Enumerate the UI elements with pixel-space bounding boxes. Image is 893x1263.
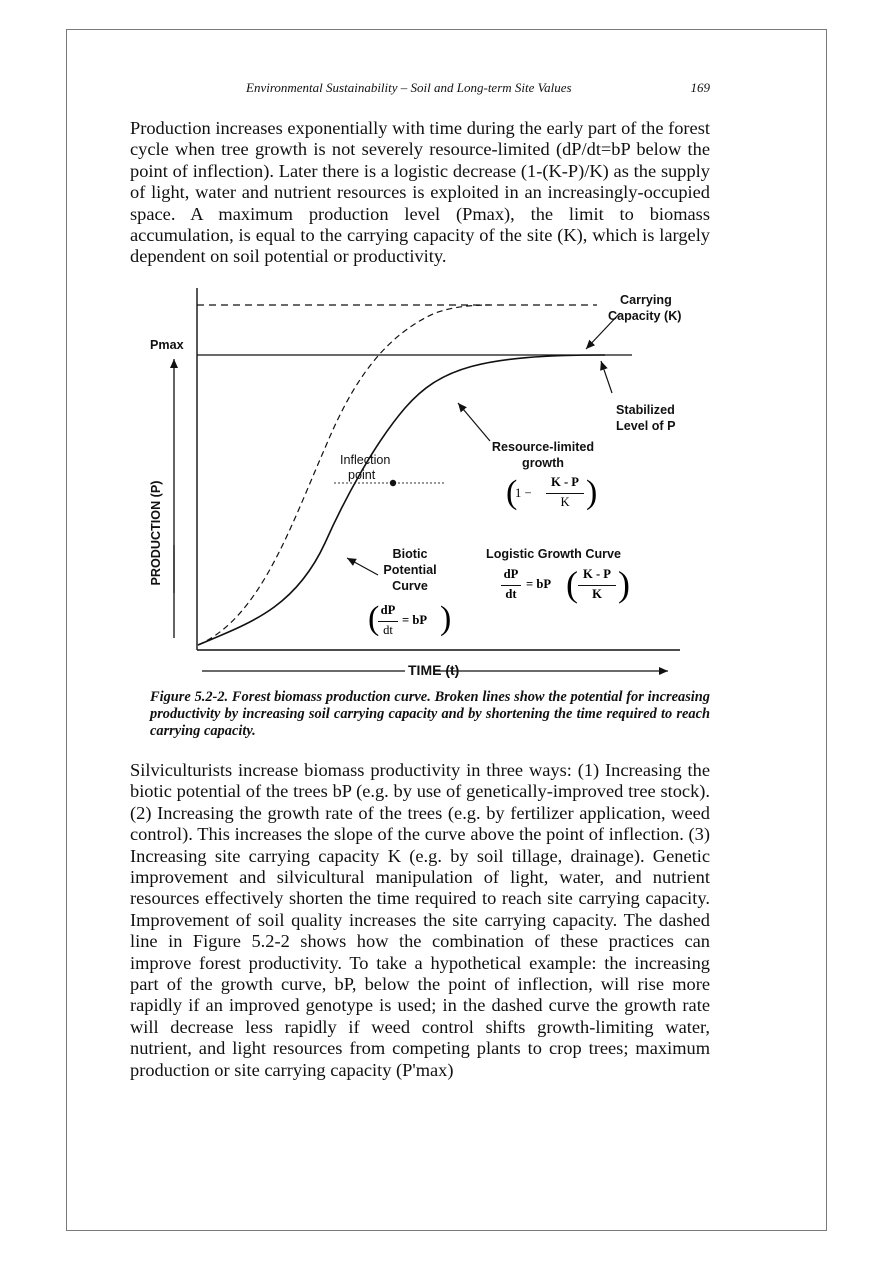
biotic-equation: ( dP dt = bP ) [368, 600, 452, 637]
logistic-eq-den: K [592, 587, 602, 601]
production-curve-figure [150, 283, 710, 685]
y-axis-label: PRODUCTION (P) [149, 480, 163, 586]
biotic-label-3: Curve [392, 579, 428, 593]
figure-caption: Figure 5.2-2. Forest biomass production curve. Broken lines show the potential for increasing productivity by increasing soil carrying capacity and by shortening the time required to reach carrying capacity. [150, 689, 710, 739]
biotic-arrow [347, 558, 378, 575]
resource-limited-label-2: growth [522, 456, 564, 470]
x-axis-label: TIME (t) [408, 662, 460, 678]
logistic-equation: dP dt = bP ( K - P K ) [500, 565, 630, 611]
stabilized-arrow [601, 361, 612, 393]
dashed-improved-curve [198, 305, 490, 645]
biotic-eq-den: dt [383, 623, 393, 637]
carrying-capacity-label-2: Capacity (K) [608, 309, 682, 323]
logistic-eq-lhs-den: dt [505, 587, 517, 601]
biotic-label-1: Biotic [392, 547, 428, 561]
stabilized-label-2: Level of P [616, 419, 676, 433]
paragraph-silviculture: Silviculturists increase biomass productivity in three ways: (1) Increasing the biotic potential of the trees bP (e.g. by use of genetically-improved tree stock). (2) Increasing the growth rate of the trees (e.g. by fertilizer application, weed control). This increases the slope of the curve above the point of inflection. (3) Increasing site carrying capacity K (e.g. by soil tillage, drainage). Genetic improvement and silvicultural manipulation of light, water, and nutrient resources effectively shorten the time required to reach site carrying capacity. Improvement of soil quality increases the site carrying capacity. The dashed line in Figure 5.2-2 shows how the combination of these practices can improve forest productivity. To take a hypothetical example: the increasing part of the growth curve, bP, below the point of inflection, will rise more rapidly if an improved genotype is used; in the dashed curve the growth rate will decrease less rapidly if weed control shifts growth-limiting water, nutrient, and light resources from competing plants to crop trees; maximum production or site carrying capacity (P'max) [130, 760, 710, 1080]
resource-limited-arrow [458, 403, 490, 441]
paragraph-intro: Production increases exponentially with time during the early part of the forest cycle when tree growth is not severely resource-limited (dP/dt=bP below the point of inflection). Later there is a logistic decrease (1-(K-P)/K) as the supply of light, water and nutrient resources is exploited in an increasingly-occupied space. A maximum production level (Pmax), the limit to biomass accumulation, is equal to the carrying capacity of the site (K), which is largely dependent on soil potential or productivity. [130, 118, 710, 267]
stabilized-label-1: Stabilized [616, 403, 675, 417]
inflection-label-2: point [348, 468, 376, 482]
inflection-point-dot [390, 480, 396, 486]
biotic-eq-num: dP [380, 603, 396, 617]
biotic-eq-rhs: = bP [402, 613, 428, 627]
logistic-eq-mid: = bP [526, 577, 552, 591]
resource-eq-one: 1 − [515, 486, 532, 500]
biotic-label-2: Potential [383, 563, 437, 577]
resource-equation: ( 1 − K - P K ) [506, 474, 598, 511]
logistic-growth-title: Logistic Growth Curve [486, 547, 622, 561]
page-number: 169 [690, 80, 710, 95]
logistic-eq-num: K - P [583, 567, 611, 581]
resource-limited-label-1: Resource-limited [491, 440, 595, 454]
running-title: Environmental Sustainability – Soil and Long-term Site Values [246, 80, 572, 95]
resource-eq-num: K - P [551, 475, 579, 489]
logistic-eq-lhs-num: dP [503, 567, 519, 581]
inflection-label-1: Inflection [340, 453, 391, 467]
resource-eq-den: K [560, 495, 570, 509]
carrying-capacity-label-1: Carrying [620, 293, 672, 307]
pmax-label: Pmax [150, 338, 184, 352]
